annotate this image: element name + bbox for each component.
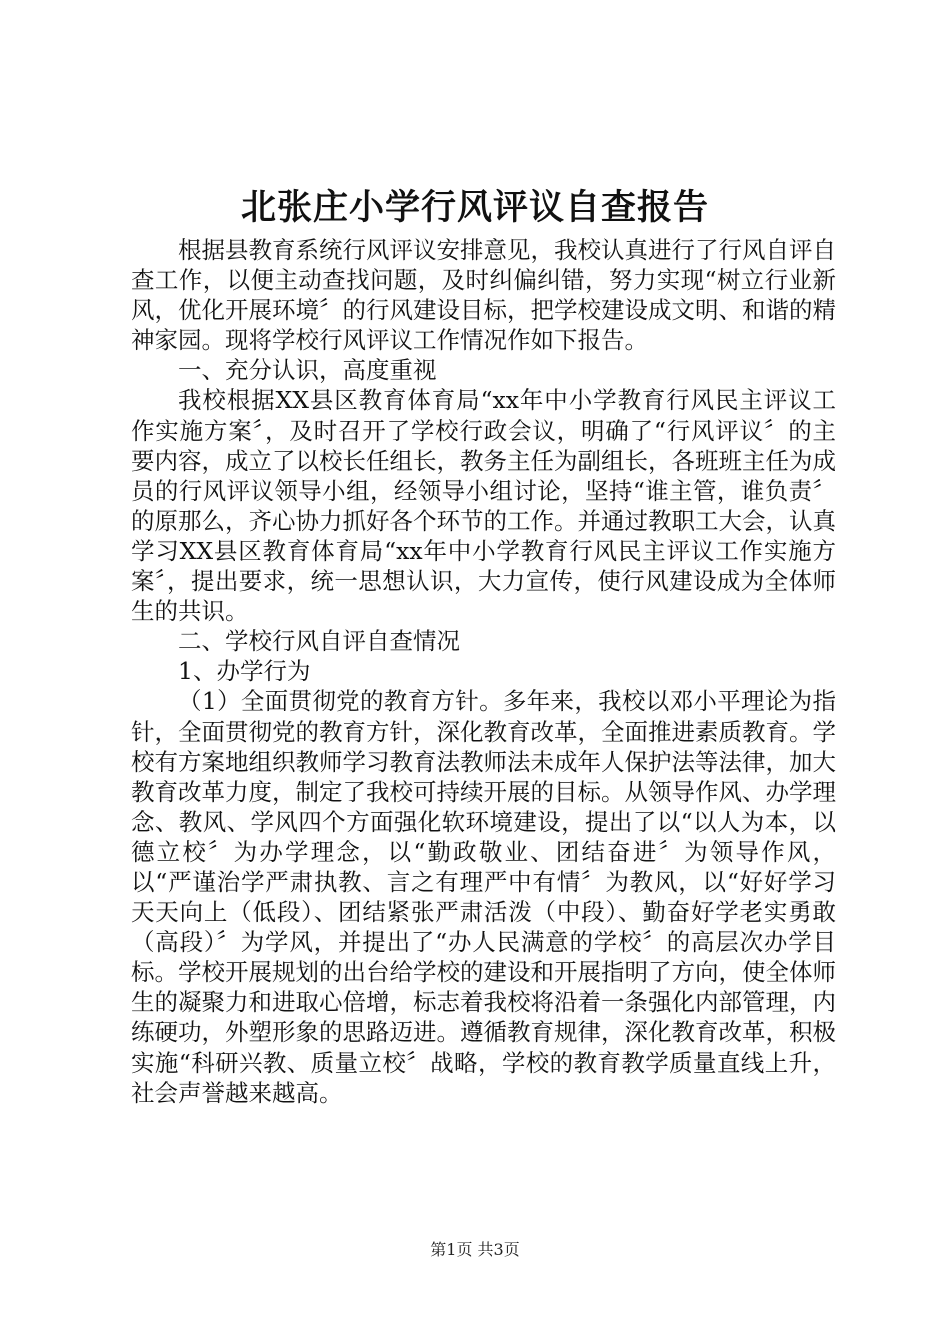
subsection-1-paragraph: （1）全面贯彻党的教育方针。多年来，我校以邓小平理论为指针，全面贯彻党的教育方针，深化教育改革，全面推进素质教育。学校有方案地组织教师学习教育法教师法未成年人保护法等法律，加大教育改革力度，制定了我校可持续开展的目标。从领导作风、办学理念、教风、学风四个方面强化软环境建设，提出了以“以人为本，以德立校〞为办学理念，以“勤政敬业、团结奋进〞为领导作风，以“严谨治学严肃执教、言之有理严中有情〞为教风，以“好好学习天天向上（低段）、团结紧张严肃活泼（中段）、勤奋好学老实勇敢（高段）〞为学风，并提出了“办人民满意的学校〞的高层次办学目标。学校开展规划的出台给学校的建设和开展指明了方向，使全体师生的凝聚力和进取心倍增，标志着我校将沿着一条强化内部管理，内练硬功，外塑形象的思路迈进。遵循教育规律，深化教育改革，积极实施“科研兴教、质量立校〞战略，学校的教育教学质量直线上升，社会声誉越来越高。 [131,687,836,1107]
intro-paragraph: 根据县教育系统行风评议安排意见，我校认真进行了行风自评自查工作，以便主动查找问题，及时纠偏纠错，努力实现“树立行业新风，优化开展环境〞的行风建设目标，把学校建设成文明、和谐的精神家园。现将学校行风评议工作情况作如下报告。 [131,236,836,355]
section-1-paragraph: 我校根据XX县区教育体育局“xx年中小学教育行风民主评议工作实施方案〞，及时召开了学校行政会议，明确了“行风评议〞的主要内容，成立了以校长任组长，教务主任为副组长，各班班主任为成员的行风评议领导小组，经领导小组讨论，坚持“谁主管，谁负责〞的原那么，齐心协力抓好各个环节的工作。并通过教职工大会，认真学习XX县区教育体育局“xx年中小学教育行风民主评议工作实施方案〞，提出要求，统一思想认识，大力宣传，使行风建设成为全体师生的共识。 [131,386,836,626]
document-title: 北张庄小学行风评议自查报告 [240,187,709,228]
page-footer: 第1页 共3页 [430,1240,520,1259]
section-heading-2: 二、学校行风自评自查情况 [178,627,460,656]
subsection-heading-1: 1、办学行为 [178,657,311,686]
document-body [131,235,836,1108]
section-heading-1: 一、充分认识，高度重视 [178,356,437,385]
